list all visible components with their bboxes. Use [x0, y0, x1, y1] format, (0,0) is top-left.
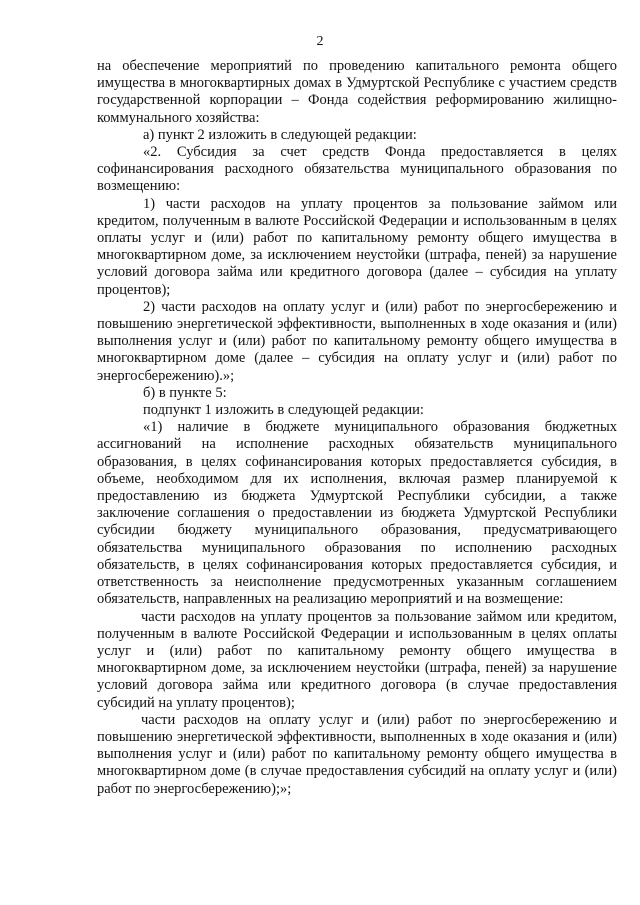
paragraph-subclause-1-intro: подпункт 1 изложить в следующей редакции:: [143, 402, 424, 419]
paragraph-intro-continuation: на обеспечение мероприятий по проведению капитального ремонта общего имущества в многоквартирных домах в Удмуртской Республике с участием средств государственной корпорации – Фонда содействия реформированию жилищно-коммунального хозяйства:: [97, 58, 617, 126]
paragraph-subclause-1-text: «1) наличие в бюджете муниципального образования бюджетных ассигнований на исполнение расходных обязательств муниципального образования, в целях софинансирования которых предоставляется субсидия, в объеме, необходимом для их исполнения, включая размер планируемой к предоставлению из бюджета Удмуртской Республики субсидии, а также заключение соглашения о предоставлении из бюджета Удмуртской Республики субсидии бюджету муниципального образования, предусматривающего обязательства муниципального образования по исполнению расходных обязательств, в целях софинансирования которых предоставляется субсидия, и ответственность за неисполнение предусмотренных указанным соглашением обязательств, направленных на реализацию мероприятий и на возмещение:: [97, 419, 617, 608]
paragraph-interest-expenses: части расходов на уплату процентов за пользование займом или кредитом, полученным в валюте Российской Федерации и использованным в целях оплаты услуг и (или) работ по капитальному ремонту общего имущества в многоквартирном доме, за исключением неустойки (штрафа, пеней) за нарушение условий договора займа или кредитного договора (в случае предоставления субсидий на уплату процентов);: [97, 608, 617, 711]
page-number: 2: [316, 34, 324, 49]
paragraph-item-b: б) в пункте 5:: [143, 384, 227, 401]
paragraph-subitem-1: 1) части расходов на уплату процентов за пользование займом или кредитом, полученным в валюте Российской Федерации и использованным в целях оплаты услуг и (или) работ по капитальному ремонту общего имущества в многоквартирном доме, за исключением неустойки (штрафа, пеней) за нарушение условий договора займа или кредитного договора (далее – субсидия на уплату процентов);: [97, 195, 617, 298]
paragraph-clause-2: «2. Субсидия за счет средств Фонда предоставляется в целях софинансирования расходного обязательства муниципального образования по возмещению:: [97, 144, 617, 195]
paragraph-item-a: а) пункт 2 изложить в следующей редакции:: [143, 126, 417, 143]
paragraph-energy-saving-expenses: части расходов на оплату услуг и (или) работ по энергосбережению и повышению энергетической эффективности, выполненных в ходе оказания и (или) выполнения услуг и (или) работ по капитальному ремонту общего имущества в многоквартирном доме (в случае предоставления субсидий на оплату услуг и (или) работ по энергосбережению);»;: [97, 711, 617, 797]
document-body: [97, 58, 617, 798]
paragraph-subitem-2: 2) части расходов на оплату услуг и (или) работ по энергосбережению и повышению энергетической эффективности, выполненных в ходе оказания и (или) выполнения услуг и (или) работ по капитальному ремонту общего имущества в многоквартирном доме (далее – субсидия на оплату услуг и (или) работ по энергосбережению).»;: [97, 298, 617, 384]
